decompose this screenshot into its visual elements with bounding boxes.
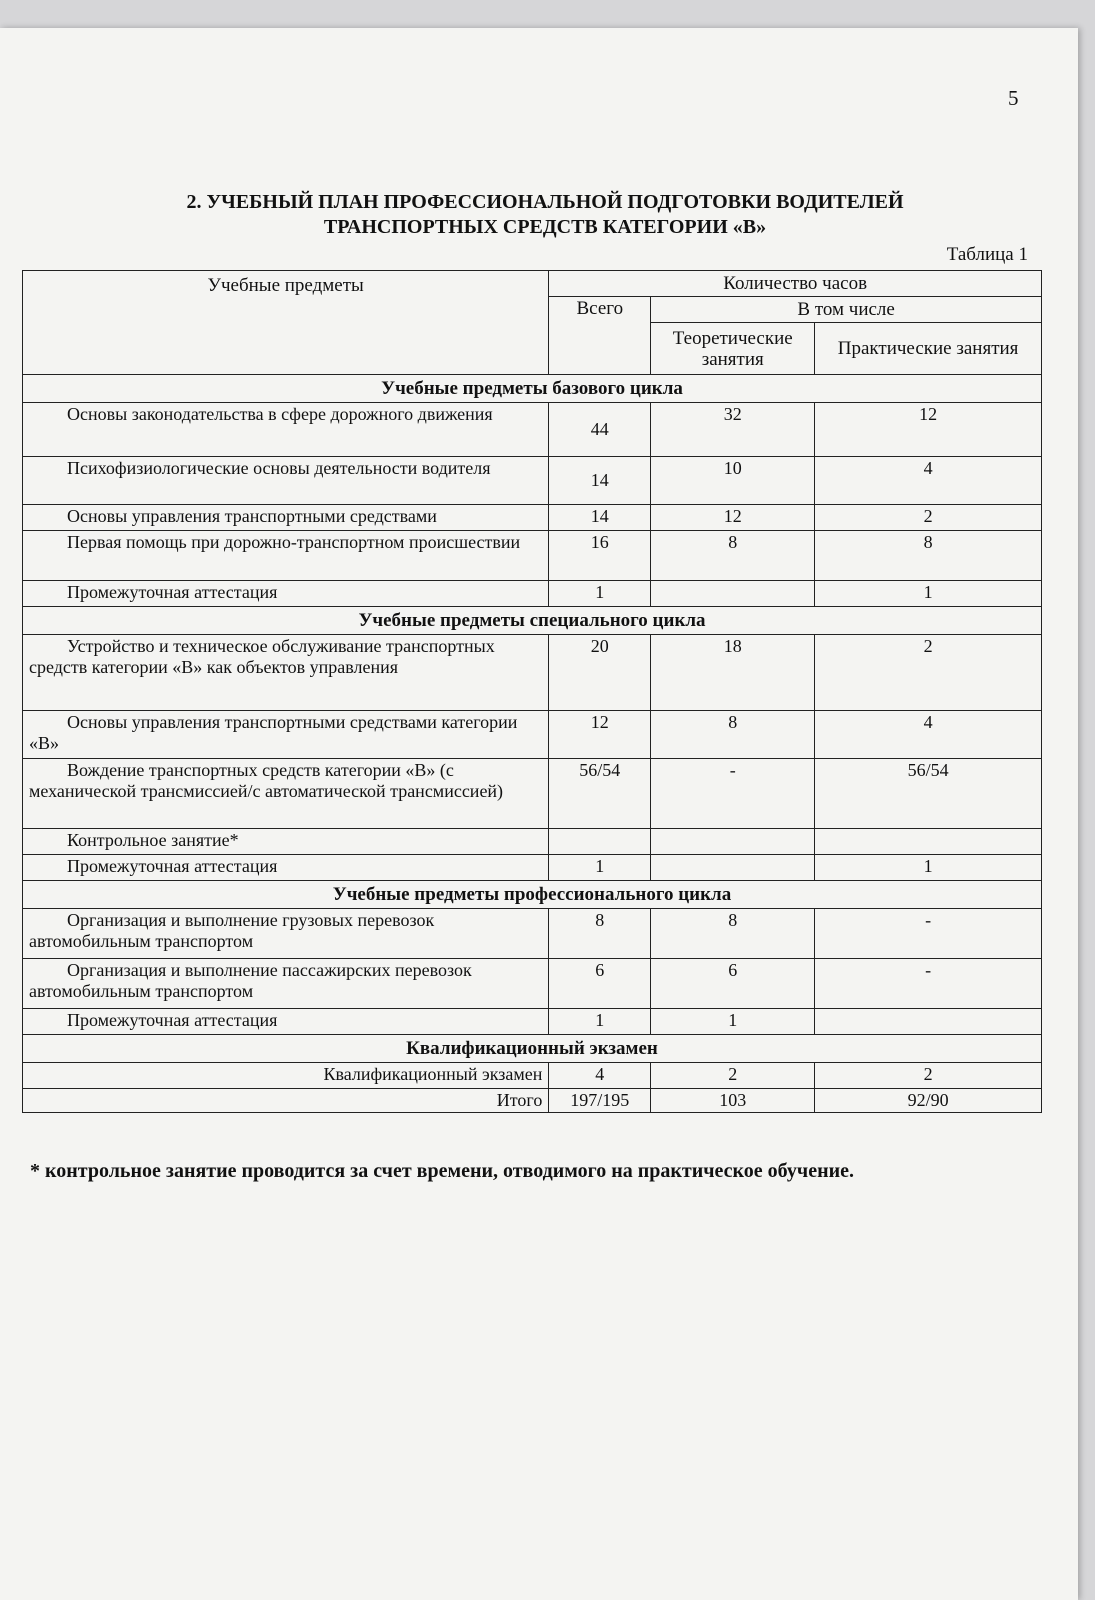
table-row xyxy=(23,531,1042,581)
subject-name: Промежуточная аттестация xyxy=(23,1009,549,1035)
cell-practice: 2 xyxy=(815,1063,1042,1089)
cell-practice: 2 xyxy=(815,635,1042,711)
cell-practice: - xyxy=(815,959,1042,1009)
cell-theory: 1 xyxy=(651,1009,815,1035)
cell-total xyxy=(549,829,651,855)
cell-total: 4 xyxy=(549,1063,651,1089)
table-row xyxy=(23,855,1042,881)
cell-theory xyxy=(651,855,815,881)
table-row xyxy=(23,829,1042,855)
total-practice: 92/90 xyxy=(815,1089,1042,1113)
section-title: Квалификационный экзамен xyxy=(23,1035,1042,1063)
subject-name: Вождение транспортных средств категории «В» (с механической трансмиссией/с автоматической трансмиссией) xyxy=(23,759,549,829)
cell-theory: - xyxy=(651,759,815,829)
cell-practice: 12 xyxy=(815,403,1042,457)
cell-practice: 4 xyxy=(815,711,1042,759)
cell-practice: 4 xyxy=(815,457,1042,505)
cell-practice: 1 xyxy=(815,581,1042,607)
table-row xyxy=(23,581,1042,607)
subject-name: Квалификационный экзамен xyxy=(23,1063,549,1089)
cell-practice xyxy=(815,829,1042,855)
section-title: Учебные предметы базового цикла xyxy=(23,375,1042,403)
cell-practice: 8 xyxy=(815,531,1042,581)
cell-total: 1 xyxy=(549,855,651,881)
section-title: Учебные предметы профессионального цикла xyxy=(23,881,1042,909)
cell-theory: 8 xyxy=(651,711,815,759)
cell-practice: 2 xyxy=(815,505,1042,531)
total-label: Итого xyxy=(23,1089,549,1113)
table-row xyxy=(23,635,1042,711)
cell-total: 20 xyxy=(549,635,651,711)
section-title: Учебные предметы специального цикла xyxy=(23,607,1042,635)
table-row xyxy=(23,1009,1042,1035)
subject-name: Контрольное занятие* xyxy=(23,829,549,855)
cell-total: 6 xyxy=(549,959,651,1009)
cell-total: 56/54 xyxy=(549,759,651,829)
page-title xyxy=(100,190,990,240)
subject-name: Основы управления транспортными средствами xyxy=(23,505,549,531)
cell-practice: - xyxy=(815,909,1042,959)
section-row xyxy=(23,1035,1042,1063)
curriculum-table xyxy=(22,270,1042,1113)
subject-name: Промежуточная аттестация xyxy=(23,855,549,881)
cell-practice xyxy=(815,1009,1042,1035)
subject-name: Организация и выполнение грузовых перевозок автомобильным транспортом xyxy=(23,909,549,959)
subject-name: Основы законодательства в сфере дорожного движения xyxy=(23,403,549,457)
subject-name: Первая помощь при дорожно-транспортном происшествии xyxy=(23,531,549,581)
cell-total: 14 xyxy=(549,505,651,531)
table-row xyxy=(23,457,1042,505)
table-row xyxy=(23,1063,1042,1089)
cell-theory xyxy=(651,829,815,855)
header-total: Всего xyxy=(549,297,651,375)
table-caption: Таблица 1 xyxy=(946,244,1028,265)
cell-practice: 56/54 xyxy=(815,759,1042,829)
cell-theory: 8 xyxy=(651,531,815,581)
table-row xyxy=(23,959,1042,1009)
cell-theory: 12 xyxy=(651,505,815,531)
page-number: 5 xyxy=(1008,86,1019,110)
header-hours: Количество часов xyxy=(549,271,1042,297)
cell-total: 1 xyxy=(549,1009,651,1035)
section-row xyxy=(23,881,1042,909)
subject-name: Психофизиологические основы деятельности водителя xyxy=(23,457,549,505)
section-row xyxy=(23,607,1042,635)
cell-theory: 10 xyxy=(651,457,815,505)
subject-name: Промежуточная аттестация xyxy=(23,581,549,607)
subject-name: Основы управления транспортными средствами категории «В» xyxy=(23,711,549,759)
section-row xyxy=(23,375,1042,403)
table-row xyxy=(23,909,1042,959)
title-line-2: ТРАНСПОРТНЫХ СРЕДСТВ КАТЕГОРИИ «В» xyxy=(323,216,767,238)
cell-total: 8 xyxy=(549,909,651,959)
footnote: * контрольное занятие проводится за счет времени, отводимого на практическое обучение. xyxy=(30,1160,855,1182)
table-row xyxy=(23,403,1042,457)
table-row xyxy=(23,505,1042,531)
table-row xyxy=(23,759,1042,829)
cell-theory xyxy=(651,581,815,607)
cell-total: 12 xyxy=(549,711,651,759)
cell-practice: 1 xyxy=(815,855,1042,881)
total-row xyxy=(23,1089,1042,1113)
cell-total: 1 xyxy=(549,581,651,607)
cell-total: 16 xyxy=(549,531,651,581)
cell-theory: 6 xyxy=(651,959,815,1009)
cell-theory: 2 xyxy=(651,1063,815,1089)
header-theory: Теоретические занятия xyxy=(651,323,815,375)
cell-theory: 32 xyxy=(651,403,815,457)
table-row xyxy=(23,711,1042,759)
total-total: 197/195 xyxy=(549,1089,651,1113)
total-theory: 103 xyxy=(651,1089,815,1113)
cell-total: 14 xyxy=(549,457,651,505)
cell-theory: 18 xyxy=(651,635,815,711)
header-practice: Практические занятия xyxy=(815,323,1042,375)
header-subjects: Учебные предметы xyxy=(23,271,549,375)
cell-theory: 8 xyxy=(651,909,815,959)
subject-name: Устройство и техническое обслуживание транспортных средств категории «В» как объектов управления xyxy=(23,635,549,711)
header-including: В том числе xyxy=(651,297,1042,323)
subject-name: Организация и выполнение пассажирских перевозок автомобильным транспортом xyxy=(23,959,549,1009)
cell-total: 44 xyxy=(549,403,651,457)
title-line-1: 2. УЧЕБНЫЙ ПЛАН ПРОФЕССИОНАЛЬНОЙ ПОДГОТОВКИ ВОДИТЕЛЕЙ xyxy=(186,191,904,213)
